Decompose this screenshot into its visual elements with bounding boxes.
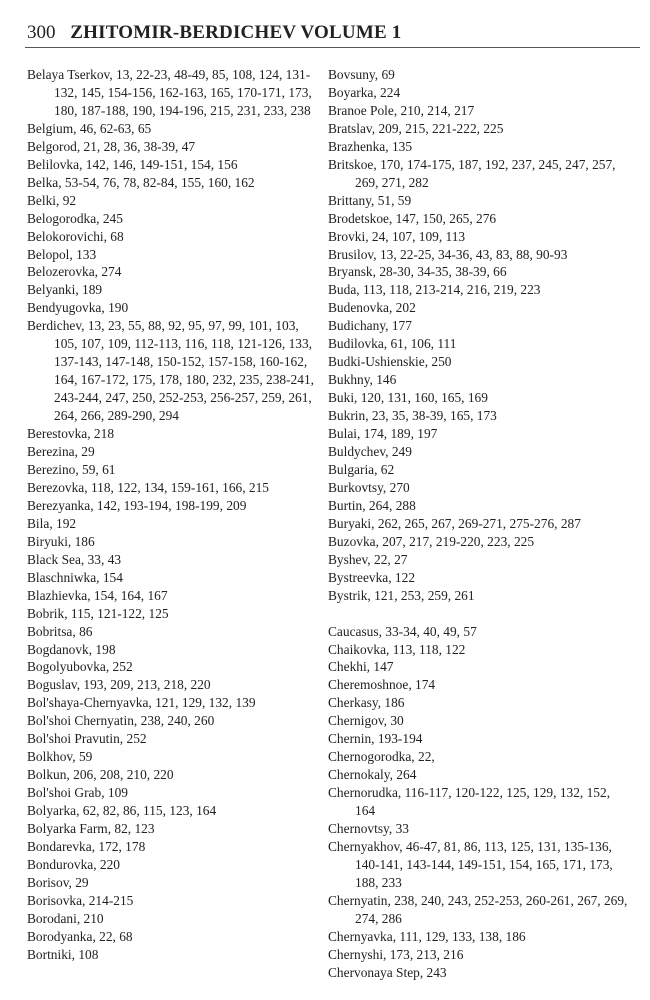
index-entry: Biryuki, 186 [27,533,95,549]
index-entry: Bortniki, 108 [27,946,99,962]
index-entry: Bendyugovka, 190 [27,300,129,316]
index-entry: Bol'shoi Grab, 109 [27,785,128,801]
index-entry: Bogdanovk, 198 [27,641,116,657]
index-entry: Belka, 53-54, 76, 78, 82-84, 155, 160, 162 [27,174,255,190]
index-entry: Bol'shoi Chernyatin, 238, 240, 260 [27,713,215,729]
index-entry: Budilovka, 61, 106, 111 [328,336,457,352]
index-entry: Black Sea, 33, 43 [27,551,122,567]
index-entry: Bryansk, 28-30, 34-35, 38-39, 66 [328,264,507,280]
index-entry: Brazhenka, 135 [328,138,413,154]
index-entry: Bukrin, 23, 35, 38-39, 165, 173 [328,408,497,424]
index-entry: Belozerovka, 274 [27,264,122,280]
index-entry: Bolyarka Farm, 82, 123 [27,821,155,837]
index-entry: Chernovtsy, 33 [328,821,409,837]
index-entry: Bukhny, 146 [328,372,397,388]
index-entry: Chernyakhov, 46-47, 81, 86, 113, 125, 131, 135-136, 140-141, 143-144, 149-151, 154, 165, 171, 173, 188, 233 [328,838,613,890]
index-entry: Bovsuny, 69 [328,67,395,82]
index-entry: Bondarevka, 172, 178 [27,838,146,854]
index-entry: Chervonaya Step, 243 [328,964,447,980]
index-entry: Bol'shoi Pravutin, 252 [27,731,147,747]
index-entry: Brittany, 51, 59 [328,192,412,208]
index-entry: Brodetskoe, 147, 150, 265, 276 [328,210,497,226]
index-entry: Chernin, 193-194 [328,731,423,747]
index-entry: Borodani, 210 [27,910,104,926]
index-entry: Berezino, 59, 61 [27,461,116,477]
page-number: 300 [27,22,56,43]
index-entry: Chekhi, 147 [328,659,394,675]
index-entry: Boyarka, 224 [328,84,401,100]
running-header [27,22,637,44]
index-entry: Chernyshi, 173, 213, 216 [328,946,464,962]
index-entry: Borodyanka, 22, 68 [27,928,133,944]
index-entry: Belaya Tserkov, 13, 22-23, 48-49, 85, 108, 124, 131-132, 145, 154-156, 162-163, 165, 170-171, 173, 180, 187-188, 190, 194-196, 215, 231, 233, 238 [27,67,312,118]
index-entry: Chernokaly, 264 [328,767,417,783]
index-entry: Chaikovka, 113, 118, 122 [328,641,466,657]
index-entry: Belogorodka, 245 [27,210,123,226]
index-entry: Chernyatin, 238, 240, 243, 252-253, 260-261, 267, 269, 274, 286 [328,892,628,926]
index-entry: Belilovka, 142, 146, 149-151, 154, 156 [27,156,238,172]
index-entry: Bolyarka, 62, 82, 86, 115, 123, 164 [27,803,217,819]
index-entry: Budichany, 177 [328,318,412,334]
index-entry: Brusilov, 13, 22-25, 34-36, 43, 83, 88, 90-93 [328,246,568,262]
index-entry: Belki, 92 [27,192,77,208]
index-entry: Bystrik, 121, 253, 259, 261 [328,587,475,603]
index-column-right [328,66,628,982]
index-entry: Chernigov, 30 [328,713,404,729]
index-entry: Bila, 192 [27,515,77,531]
index-entry: Bondurovka, 220 [27,856,120,872]
index-entry: Bolkhov, 59 [27,749,93,765]
index-entry: Burkovtsy, 270 [328,479,410,495]
index-entry: Cheremoshnoe, 174 [328,677,436,693]
index-entry: Bystreevka, 122 [328,569,416,585]
index-entry: Belyanki, 189 [27,282,103,298]
index-entry: Buki, 120, 131, 160, 165, 169 [328,390,488,406]
index-entry: Blaschniwka, 154 [27,569,123,585]
index-entry: Bulai, 174, 189, 197 [328,426,438,442]
index-entry: Bol'shaya-Chernyavka, 121, 129, 132, 139 [27,695,256,711]
index-entry: Berezina, 29 [27,444,95,460]
index-entry: Byshev, 22, 27 [328,551,408,567]
index-entry: Berdichev, 13, 23, 55, 88, 92, 95, 97, 99, 101, 103, 105, 107, 109, 112-113, 116, 118, 121-126, 133, 137-143, 147-148, 150-152, 157-158, 160-162, 164, 167-172, 175, 178, 180, 232, 235, 238-241, 243-244, 247, 250, 252-253, 256-257, 259, 261, 264, 266, 289-290, 294 [27,318,314,424]
index-entry: Britskoe, 170, 174-175, 187, 192, 237, 245, 247, 257, 269, 271, 282 [328,156,616,190]
index-entry: Berezovka, 118, 122, 134, 159-161, 166, 215 [27,479,269,495]
index-entry: Burtin, 264, 288 [328,497,416,513]
index-entry: Budki-Ushienskie, 250 [328,354,452,370]
index-entry: Chernorudka, 116-117, 120-122, 125, 129, 132, 152, 164 [328,785,611,819]
index-entry: Berezyanka, 142, 193-194, 198-199, 209 [27,497,247,513]
index-entry: Boguslav, 193, 209, 213, 218, 220 [27,677,211,693]
index-entry: Caucasus, 33-34, 40, 49, 57 [328,623,477,639]
header-rule [25,47,640,48]
index-entry: Berestovka, 218 [27,426,115,442]
index-section-c [328,623,628,982]
index-entry: Belgorod, 21, 28, 36, 38-39, 47 [27,138,196,154]
index-entry: Belgium, 46, 62-63, 65 [27,120,152,136]
index-entry: Bulgaria, 62 [328,461,395,477]
index-entry: Cherkasy, 186 [328,695,405,711]
index-entry: Borisov, 29 [27,874,89,890]
index-entry: Blazhievka, 154, 164, 167 [27,587,168,603]
index-entry: Belokorovichi, 68 [27,228,124,244]
index-entry: Bogolyubovka, 252 [27,659,133,675]
index-entry: Belopol, 133 [27,246,97,262]
index-entry: Bolkun, 206, 208, 210, 220 [27,767,174,783]
index-entry: Bobritsa, 86 [27,623,93,639]
index-entry: Brovki, 24, 107, 109, 113 [328,228,466,244]
index-entry: Buzovka, 207, 217, 219-220, 223, 225 [328,533,535,549]
index-entry: Buryaki, 262, 265, 267, 269-271, 275-276, 287 [328,515,581,531]
index-section-b [328,66,628,605]
index-entry: Buldychev, 249 [328,444,412,460]
book-title: ZHITOMIR-BERDICHEV VOLUME 1 [70,22,402,43]
index-entry: Chernyavka, 111, 129, 133, 138, 186 [328,928,526,944]
index-entry: Bobrik, 115, 121-122, 125 [27,605,169,621]
index-entry: Buda, 113, 118, 213-214, 216, 219, 223 [328,282,541,298]
index-entry: Borisovka, 214-215 [27,892,134,908]
index-entry: Chernogorodka, 22, [328,749,435,765]
index-column-left [27,66,325,964]
section-gap [328,605,628,623]
index-entry: Budenovka, 202 [328,300,416,316]
index-entry: Branoe Pole, 210, 214, 217 [328,102,475,118]
index-entry: Bratslav, 209, 215, 221-222, 225 [328,120,504,136]
